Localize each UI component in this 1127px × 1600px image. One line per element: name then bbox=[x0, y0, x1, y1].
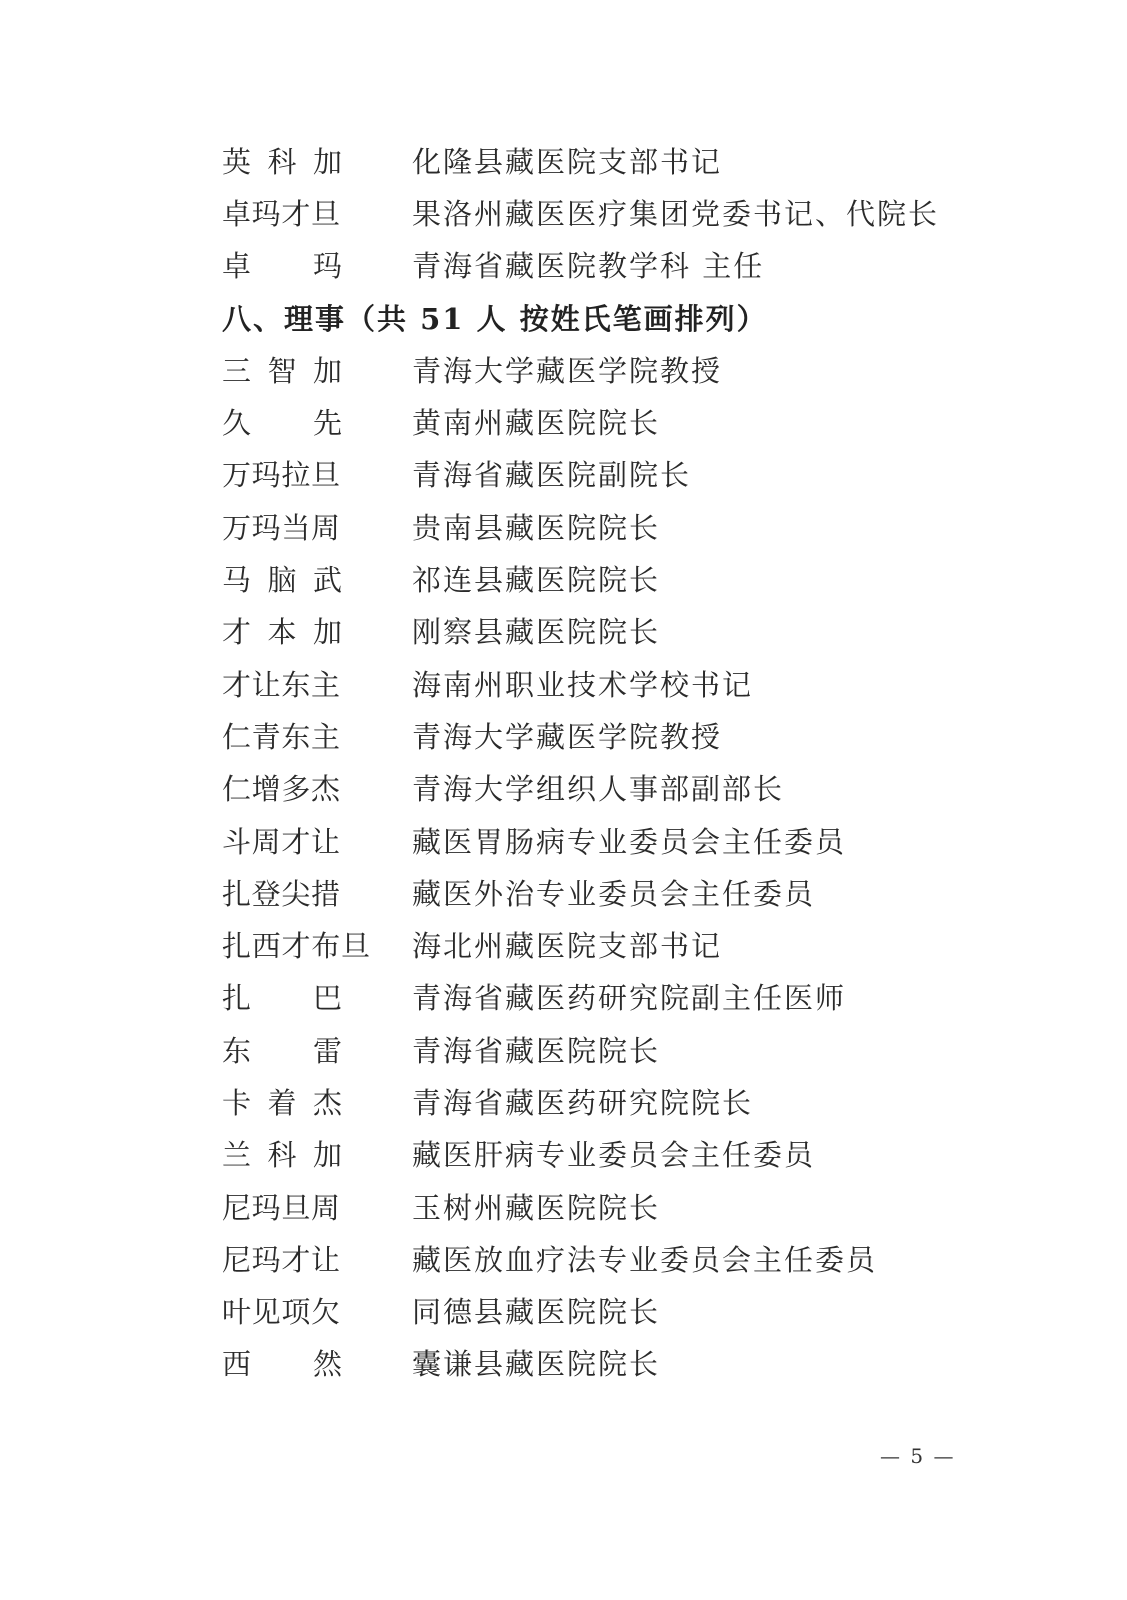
member-title: 青海省藏医院院长 bbox=[412, 1033, 661, 1068]
member-name: 尼 玛 才 让 bbox=[222, 1242, 340, 1277]
list-item bbox=[222, 1025, 982, 1077]
member-title: 海南州职业技术学校书记 bbox=[412, 667, 754, 702]
member-name: 卓 玛 才 旦 bbox=[222, 196, 340, 231]
member-name: 扎 西 才 布 旦 bbox=[222, 929, 370, 964]
list-item bbox=[222, 1182, 982, 1234]
member-title: 果洛州藏医医疗集团党委书记、代院长 bbox=[412, 196, 940, 231]
member-name: 扎 登 尖 措 bbox=[222, 876, 340, 911]
member-title: 青海大学藏医学院教授 bbox=[412, 719, 723, 754]
member-title: 化隆县藏医院支部书记 bbox=[412, 144, 723, 179]
member-name: 万 玛 拉 旦 bbox=[222, 458, 340, 493]
member-name: 尼 玛 旦 周 bbox=[222, 1190, 340, 1225]
list-item bbox=[222, 241, 982, 293]
list-item bbox=[222, 659, 982, 711]
member-name: 万 玛 当 周 bbox=[222, 510, 340, 545]
member-title: 藏医胃肠病专业委员会主任委员 bbox=[412, 824, 847, 859]
member-name: 卓 玛 bbox=[222, 249, 342, 284]
list-item bbox=[222, 764, 982, 816]
member-name: 仁 青 东 主 bbox=[222, 719, 340, 754]
member-title: 藏医放血疗法专业委员会主任委员 bbox=[412, 1242, 878, 1277]
page-number: — 5 — bbox=[880, 1444, 956, 1468]
member-name: 卡 着 杰 bbox=[222, 1085, 342, 1120]
member-title: 同德县藏医院院长 bbox=[412, 1295, 661, 1330]
member-title: 青海大学组织人事部副部长 bbox=[412, 772, 785, 807]
member-title: 青海省藏医院副院长 bbox=[412, 458, 692, 493]
member-name: 扎 巴 bbox=[222, 981, 342, 1016]
member-title: 囊谦县藏医院院长 bbox=[412, 1347, 661, 1382]
member-title: 祁连县藏医院院长 bbox=[412, 563, 661, 598]
member-title: 藏医外治专业委员会主任委员 bbox=[412, 876, 816, 911]
member-title: 青海省藏医药研究院副主任医师 bbox=[412, 981, 847, 1016]
section-heading: 八、理事（共 51 人 按姓氏笔画排列） bbox=[222, 301, 768, 336]
member-title: 黄南州藏医院院长 bbox=[412, 406, 661, 441]
list-item bbox=[222, 188, 982, 240]
member-title: 玉树州藏医院院长 bbox=[412, 1190, 661, 1225]
member-name: 才 本 加 bbox=[222, 615, 342, 650]
member-name: 东 雷 bbox=[222, 1033, 342, 1068]
list-item bbox=[222, 816, 982, 868]
list-item bbox=[222, 502, 982, 554]
list-item bbox=[222, 868, 982, 920]
member-title: 贵南县藏医院院长 bbox=[412, 510, 661, 545]
member-title: 海北州藏医院支部书记 bbox=[412, 929, 723, 964]
list-item bbox=[222, 136, 982, 188]
member-name: 西 然 bbox=[222, 1347, 342, 1382]
member-name: 才 让 东 主 bbox=[222, 667, 340, 702]
member-name: 斗 周 才 让 bbox=[222, 824, 340, 859]
list-item bbox=[222, 973, 982, 1025]
member-title: 青海省藏医药研究院院长 bbox=[412, 1085, 754, 1120]
list-item bbox=[222, 345, 982, 397]
member-name: 兰 科 加 bbox=[222, 1138, 342, 1173]
member-list bbox=[222, 136, 982, 1391]
member-name: 英 科 加 bbox=[222, 144, 342, 179]
list-item bbox=[222, 920, 982, 972]
list-item bbox=[222, 554, 982, 606]
list-item bbox=[222, 397, 982, 449]
member-title: 藏医肝病专业委员会主任委员 bbox=[412, 1138, 816, 1173]
list-item bbox=[222, 1234, 982, 1286]
list-item bbox=[222, 1287, 982, 1339]
list-item bbox=[222, 711, 982, 763]
list-item bbox=[222, 1130, 982, 1182]
member-name: 马 脑 武 bbox=[222, 563, 342, 598]
list-item bbox=[222, 607, 982, 659]
list-item bbox=[222, 450, 982, 502]
member-name: 三 智 加 bbox=[222, 353, 342, 388]
member-name: 仁 增 多 杰 bbox=[222, 772, 340, 807]
list-item bbox=[222, 1077, 982, 1129]
member-name: 久 先 bbox=[222, 406, 342, 441]
member-title: 青海省藏医院教学科 主任 bbox=[412, 249, 765, 284]
member-name: 叶 见 项 欠 bbox=[222, 1295, 340, 1330]
member-title: 青海大学藏医学院教授 bbox=[412, 353, 723, 388]
member-title: 刚察县藏医院院长 bbox=[412, 615, 661, 650]
list-item bbox=[222, 1339, 982, 1391]
